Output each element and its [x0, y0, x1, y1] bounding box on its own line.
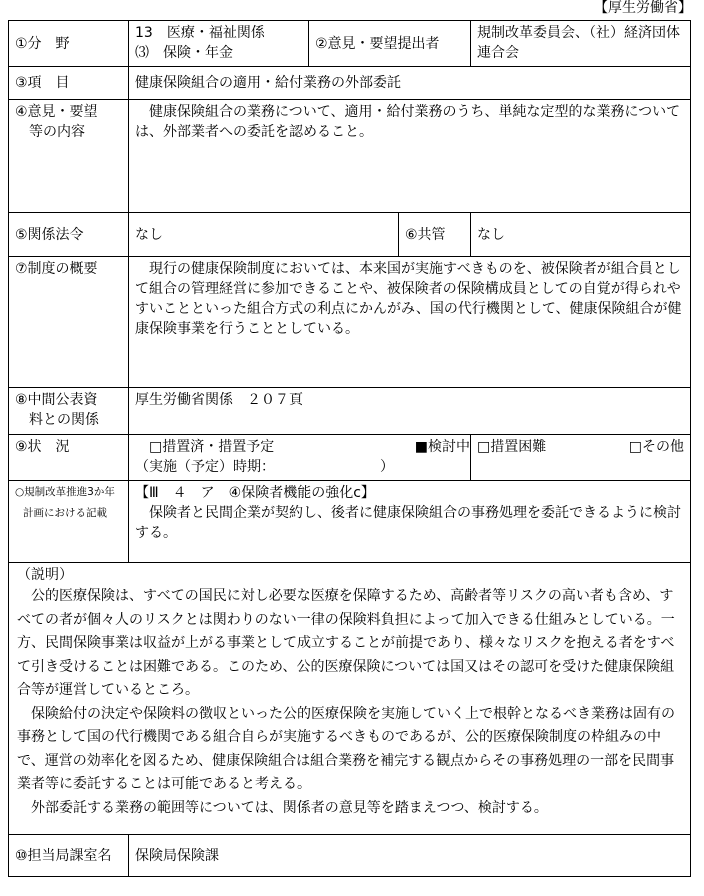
plan-content	[129, 481, 691, 563]
row-law	[9, 213, 691, 257]
midterm-label-line2: 料との関係	[29, 412, 99, 428]
submitter-value: 規制改革委員会、（社）経済団体連合会	[471, 21, 691, 67]
row-field	[9, 21, 691, 67]
explanation-paragraph-3: 外部委託する業務の範囲等については、関係者の意見等を踏まえつつ、検討する。	[31, 799, 548, 816]
explanation-heading: （説明）	[17, 567, 73, 583]
law-label: ⑤関係法令	[9, 213, 129, 257]
office-label: ⑩担当局課室名	[9, 835, 129, 877]
plan-label	[9, 481, 129, 563]
request-text: 健康保険組合の業務について、適用・給付業務のうち、単純な定型的な業務については、外部業者への委託を認めること。	[135, 104, 681, 140]
joint-label: ⑥共管	[399, 213, 471, 257]
row-overview	[9, 257, 691, 388]
plan-label-line1: ○規制改革推進3か年	[15, 486, 115, 498]
row-office	[9, 835, 691, 877]
status-schedule: （実施（予定）時期： ）	[135, 459, 394, 475]
midterm-label	[9, 388, 129, 435]
status-main	[129, 435, 471, 481]
field-value	[129, 21, 309, 67]
field-value-line2: ⑶ 保険・年金	[135, 45, 233, 61]
status-options-other	[477, 437, 684, 457]
status-option-other: □その他	[628, 439, 684, 455]
plan-label-line2: 計画における記載	[23, 507, 107, 519]
status-option-difficult: □措置困難	[477, 439, 547, 455]
field-value-line1: 13 医療・福祉関係	[135, 25, 265, 41]
request-content	[129, 100, 691, 213]
status-option-implemented: □措置済・措置予定	[149, 439, 275, 455]
request-form-table	[8, 20, 691, 877]
item-label: ③項 目	[9, 67, 129, 100]
field-label: ①分 野	[9, 21, 129, 67]
item-value: 健康保険組合の適用・給付業務の外部委託	[129, 67, 691, 100]
plan-heading: 【Ⅲ ４ ア ④保険者機能の強化c】	[135, 485, 375, 501]
request-label-line1: ④意見・要望	[15, 104, 98, 120]
overview-content	[129, 257, 691, 388]
request-label	[9, 100, 129, 213]
midterm-value: 厚生労働省関係 ２０７頁	[129, 388, 691, 435]
law-value: なし	[129, 213, 399, 257]
explanation-paragraph-1: 公的医療保険は、すべての国民に対し必要な医療を保障するため、高齢者等リスクの高い者も含め、すべての者が個々人のリスクとは関わりのない一律の保険料負担によって加入できる仕組みとしている。一方、民間保険事業は収益が上がる事業として成立することが前提であり、様々なリスクを抱える者をすべて引き受けることは困難である。このため、公的医療保険については国又はその認可を受けた健康保険組合等が運営しているところ。	[17, 588, 675, 698]
row-status	[9, 435, 691, 481]
midterm-label-line1: ⑧中間公表資	[15, 392, 98, 408]
row-item	[9, 67, 691, 100]
status-label: ⑨状 況	[9, 435, 129, 481]
row-plan	[9, 481, 691, 563]
row-explanation	[9, 563, 691, 835]
overview-label: ⑦制度の概要	[9, 257, 129, 388]
explanation-content	[9, 563, 691, 835]
office-value: 保険局保険課	[129, 835, 691, 877]
ministry-label: 【厚生労働省】	[594, 0, 692, 16]
status-option-under-review: ■検討中	[414, 439, 470, 455]
row-midterm	[9, 388, 691, 435]
submitter-label: ②意見・要望提出者	[309, 21, 471, 67]
explanation-paragraph-2: 保険給付の決定や保険料の徴収といった公的医療保険を実施していく上で根幹となるべき業務は固有の事務として国の代行機関である組合自らが実施するべきものであるが、公的医療保険制度の枠組みの中で、運営の効率化を図るため、健康保険組合は組合業務を補完する観点からその事務処理の一部を民間事業者等に委託することは可能であると考える。	[17, 705, 675, 792]
status-options	[135, 437, 470, 457]
row-request	[9, 100, 691, 213]
joint-value: なし	[471, 213, 691, 257]
overview-text: 現行の健康保険制度においては、本来国が実施すべきものを、被保険者が組合員として組合の管理経営に参加できることや、被保険者の保険構成員としての自覚が得られやすいことといった組合方式の利点にかんがみ、国の代行機関として、健康保険組合が健康保険事業を行うこととしている。	[135, 261, 682, 337]
request-label-line2: 等の内容	[29, 124, 85, 140]
status-other	[471, 435, 691, 481]
plan-text: 保険者と民間企業が契約し、後者に健康保険組合の事務処理を委託できるように検討する。	[135, 505, 681, 541]
